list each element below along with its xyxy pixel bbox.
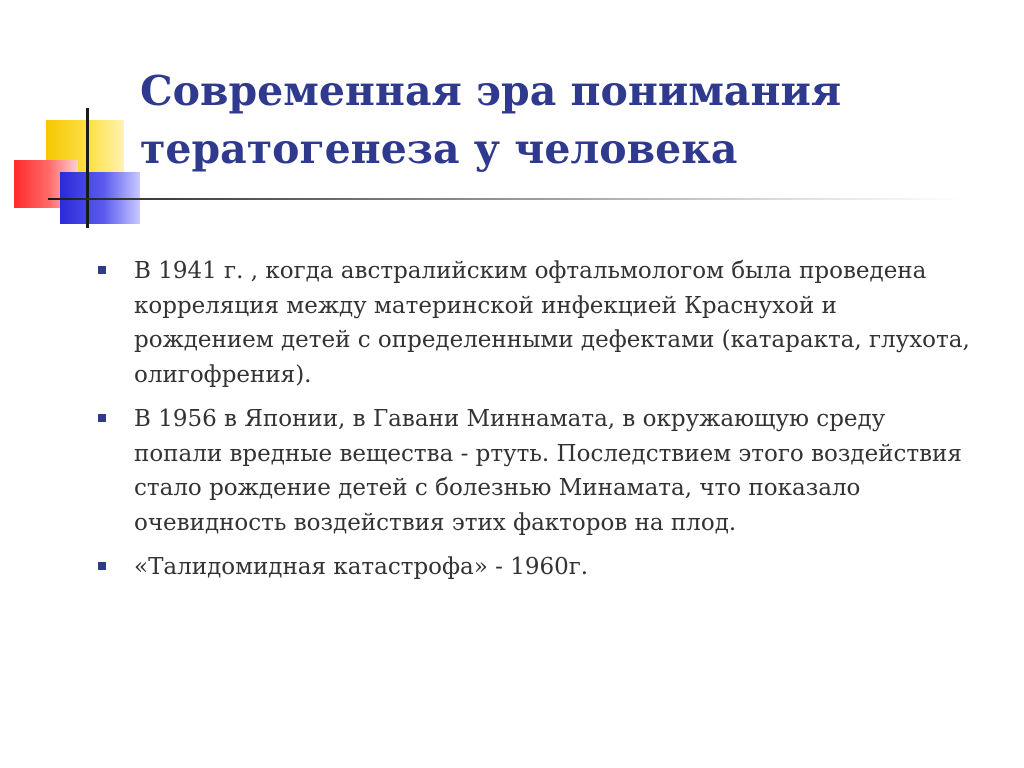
square-bullet-icon <box>98 266 106 274</box>
bullet-text: В 1956 в Японии, в Гавани Миннамата, в окружающую среду попали вредные вещества - ртуть. Последствием этого воздействия стало рождение детей с болезнью Минамата, что показало очевидность воздействия этих факторов на плод. <box>134 406 962 536</box>
title-underline <box>48 198 968 200</box>
slide-title <box>140 62 1000 178</box>
slide-title-line-1: Современная эра понимания <box>140 67 842 115</box>
square-bullet-icon <box>98 414 106 422</box>
bullet-text: В 1941 г. , когда австралийским офтальмологом была проведена корреляция между материнской инфекцией Краснухой и рождением детей с определенными дефектами (катаракта, глухота, олигофрения). <box>134 258 970 388</box>
square-bullet-icon <box>98 562 106 570</box>
bullet-item <box>96 550 976 585</box>
vertical-rule <box>86 108 89 228</box>
bullet-list <box>96 254 976 595</box>
bullet-item <box>96 254 976 392</box>
bullet-item <box>96 402 976 540</box>
slide-title-line-2: тератогенеза у человека <box>140 125 738 173</box>
bullet-text: «Талидомидная катастрофа» - 1960г. <box>134 554 589 580</box>
